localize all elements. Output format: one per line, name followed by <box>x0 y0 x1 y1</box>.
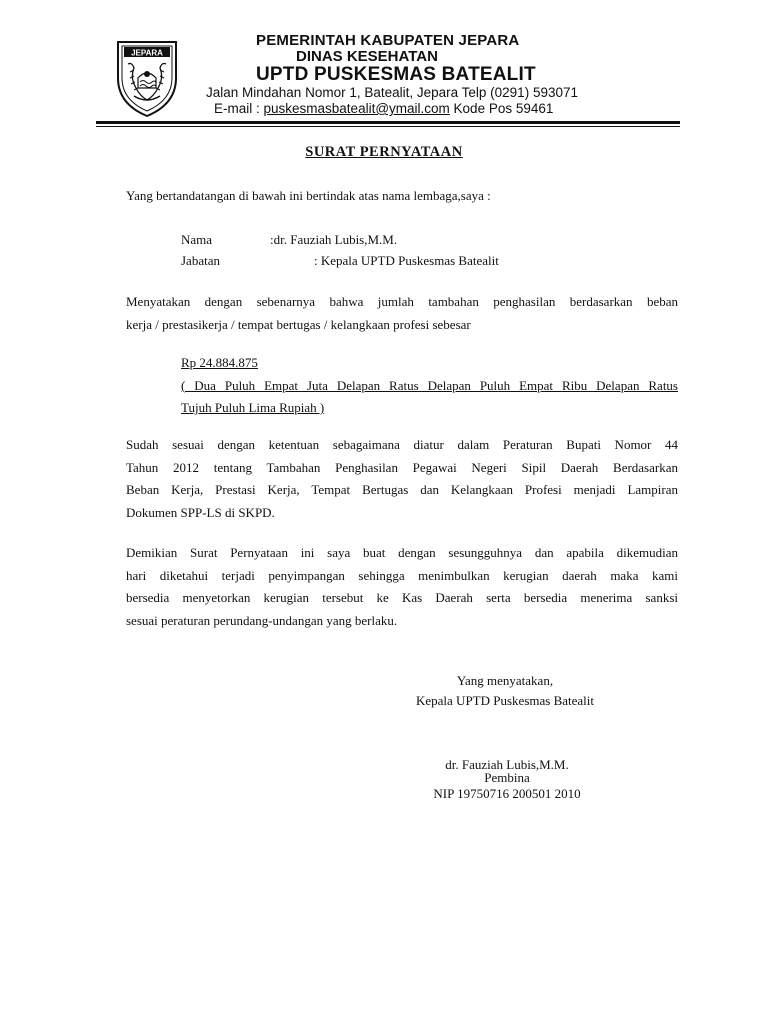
paragraph-line: Sudah sesuai dengan ketentuan sebagaimana diatur dalam Peraturan Bupati Nomor 44 <box>126 437 678 452</box>
statement-paragraph <box>126 291 678 336</box>
jabatan-label: Jabatan <box>181 253 220 268</box>
amount-words-line: Tujuh Puluh Lima Rupiah ) <box>181 400 325 415</box>
email-link[interactable]: puskesmasbatealit@ymail.com <box>263 101 450 116</box>
letterhead <box>96 28 680 124</box>
paragraph-line: bersedia menyetorkan kerugian tersebut ke Kas Daerah serta bersedia menerima sanksi <box>126 590 678 605</box>
signatory-nip: NIP 19750716 200501 2010 <box>433 786 581 801</box>
paragraph-line: Demikian Surat Pernyataan ini saya buat dengan sesungguhnya dan apabila dikemudian <box>126 545 678 560</box>
amount-block <box>181 352 678 420</box>
jepara-regency-emblem-icon <box>114 34 180 118</box>
letterhead-divider-thin <box>96 126 680 127</box>
signatory-rank: Pembina <box>484 770 530 785</box>
statement-line: kerja / prestasikerja / tempat bertugas / kelangkaan profesi sebesar <box>126 316 471 332</box>
paragraph-line: sesuai peraturan perundang-undangan yang berlaku. <box>126 612 398 628</box>
institution-name: UPTD PUSKESMAS BATEALIT <box>256 64 536 85</box>
letterhead-divider-thick <box>96 121 680 124</box>
nama-label: Nama <box>181 232 213 247</box>
government-name: PEMERINTAH KABUPATEN JEPARA <box>256 32 520 49</box>
signature-closing: Yang menyatakan, <box>456 673 554 688</box>
statement-line: Menyatakan dengan sebenarnya bahwa jumlah tambahan penghasilan berdasarkan beban <box>126 294 678 309</box>
postcode: Kode Pos 59461 <box>449 101 554 116</box>
amount-words-line: ( Dua Puluh Empat Juta Delapan Ratus Delapan Puluh Empat Ribu Delapan Ratus <box>181 377 678 393</box>
signature-position: Kepala UPTD Puskesmas Batealit <box>416 693 594 708</box>
jabatan-value: : Kepala UPTD Puskesmas Batealit <box>314 253 499 268</box>
paragraph-line: Dokumen SPP-LS di SKPD. <box>126 504 275 520</box>
nama-value: :dr. Fauziah Lubis,M.M. <box>270 232 398 247</box>
emblem-text: JEPARA <box>131 48 163 58</box>
signatory-name: dr. Fauziah Lubis,M.M. <box>445 757 569 772</box>
address-line: Jalan Mindahan Nomor 1, Batealit, Jepara Telp (0291) 593071 <box>206 85 578 100</box>
amount-number: Rp 24.884.875 <box>181 355 258 370</box>
department-name: DINAS KESEHATAN <box>296 48 438 65</box>
paragraph-line: Tahun 2012 tentang Tambahan Penghasilan Pegawai Negeri Sipil Daerah Berdasarkan <box>126 459 678 475</box>
paragraph-line: Beban Kerja, Prestasi Kerja, Tempat Bertugas dan Kelangkaan Profesi menjadi Lampiran <box>126 482 678 497</box>
letterhead-text <box>206 33 676 117</box>
regulation-paragraph <box>126 434 678 524</box>
email-label: E-mail : <box>214 101 264 116</box>
intro-text: Yang bertandatangan di bawah ini bertindak atas nama lembaga,saya : <box>126 188 491 203</box>
document-title: SURAT PERNYATAAN <box>305 144 463 160</box>
contact-line <box>214 101 676 117</box>
closing-paragraph <box>126 542 678 632</box>
paragraph-line: hari diketahui terjadi penyimpangan sehingga menimbulkan kerugian daerah maka kami <box>126 567 678 583</box>
